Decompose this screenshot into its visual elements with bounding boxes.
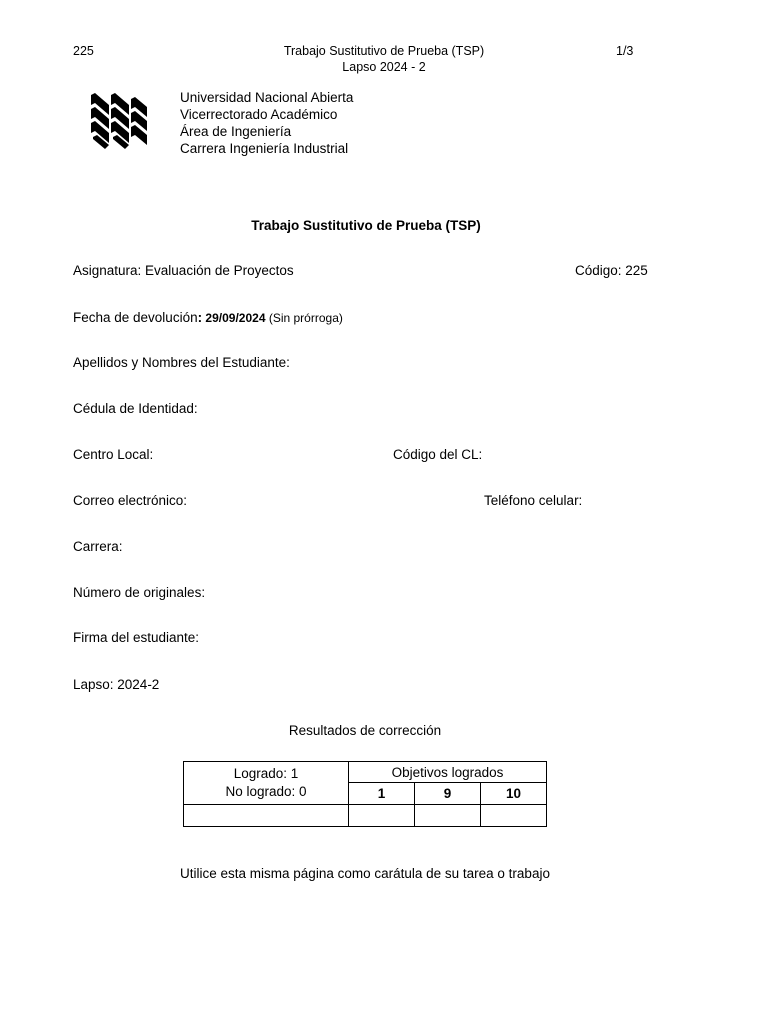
- results-table: [183, 761, 547, 827]
- local-center-code-field: Código del CL:: [393, 447, 483, 462]
- due-date-value: 29/09/2024: [202, 311, 266, 325]
- career-field: Carrera:: [73, 539, 123, 554]
- subject-code-field: Código: 225: [575, 263, 648, 278]
- legend-cell: [184, 762, 349, 805]
- due-date-field: [73, 310, 343, 325]
- email-field: Correo electrónico:: [73, 493, 188, 508]
- objective-number: 9: [415, 783, 481, 805]
- objectives-header: Objetivos logrados: [349, 762, 547, 783]
- subject-field: Asignatura: Evaluación de Proyectos: [73, 263, 294, 278]
- id-number-field: Cédula de Identidad:: [73, 401, 198, 416]
- engineering-area: Área de Ingeniería: [180, 124, 292, 139]
- originals-count-field: Número de originales:: [73, 585, 206, 600]
- student-name-field: Apellidos y Nombres del Estudiante:: [73, 355, 290, 370]
- due-date-note: (Sin prórroga): [265, 311, 343, 325]
- legend-not-achieved: No logrado: 0: [225, 784, 307, 799]
- local-center-field: Centro Local:: [73, 447, 154, 462]
- legend-cell-continued: [184, 805, 349, 827]
- signature-field: Firma del estudiante:: [73, 630, 200, 645]
- course-code-header: 225: [73, 44, 94, 58]
- document-title: Trabajo Sustitutivo de Prueba (TSP): [251, 218, 481, 233]
- objective-result-cell: [481, 805, 547, 827]
- period-field: Lapso: 2024-2: [73, 677, 160, 692]
- due-date-label: Fecha de devolución: [73, 310, 198, 325]
- legend-achieved: Logrado: 1: [233, 766, 299, 781]
- objective-number: 10: [481, 783, 547, 805]
- cover-page-note: Utilice esta misma página como carátula de su tarea o trabajo: [180, 866, 550, 881]
- results-heading: Resultados de corrección: [288, 723, 442, 738]
- header-title: Trabajo Sustitutivo de Prueba (TSP): [283, 44, 485, 58]
- phone-field: Teléfono celular:: [484, 493, 583, 508]
- university-name: Universidad Nacional Abierta: [180, 90, 354, 105]
- vice-rectorate: Vicerrectorado Académico: [180, 107, 338, 122]
- objective-number: 1: [349, 783, 415, 805]
- career-name: Carrera Ingeniería Industrial: [180, 141, 349, 156]
- header-period: Lapso 2024 - 2: [342, 60, 426, 74]
- una-logo-icon: [91, 93, 149, 149]
- objective-result-cell: [415, 805, 481, 827]
- page-number: 1/3: [616, 44, 634, 58]
- due-date-colon: :: [197, 310, 203, 325]
- objective-result-cell: [349, 805, 415, 827]
